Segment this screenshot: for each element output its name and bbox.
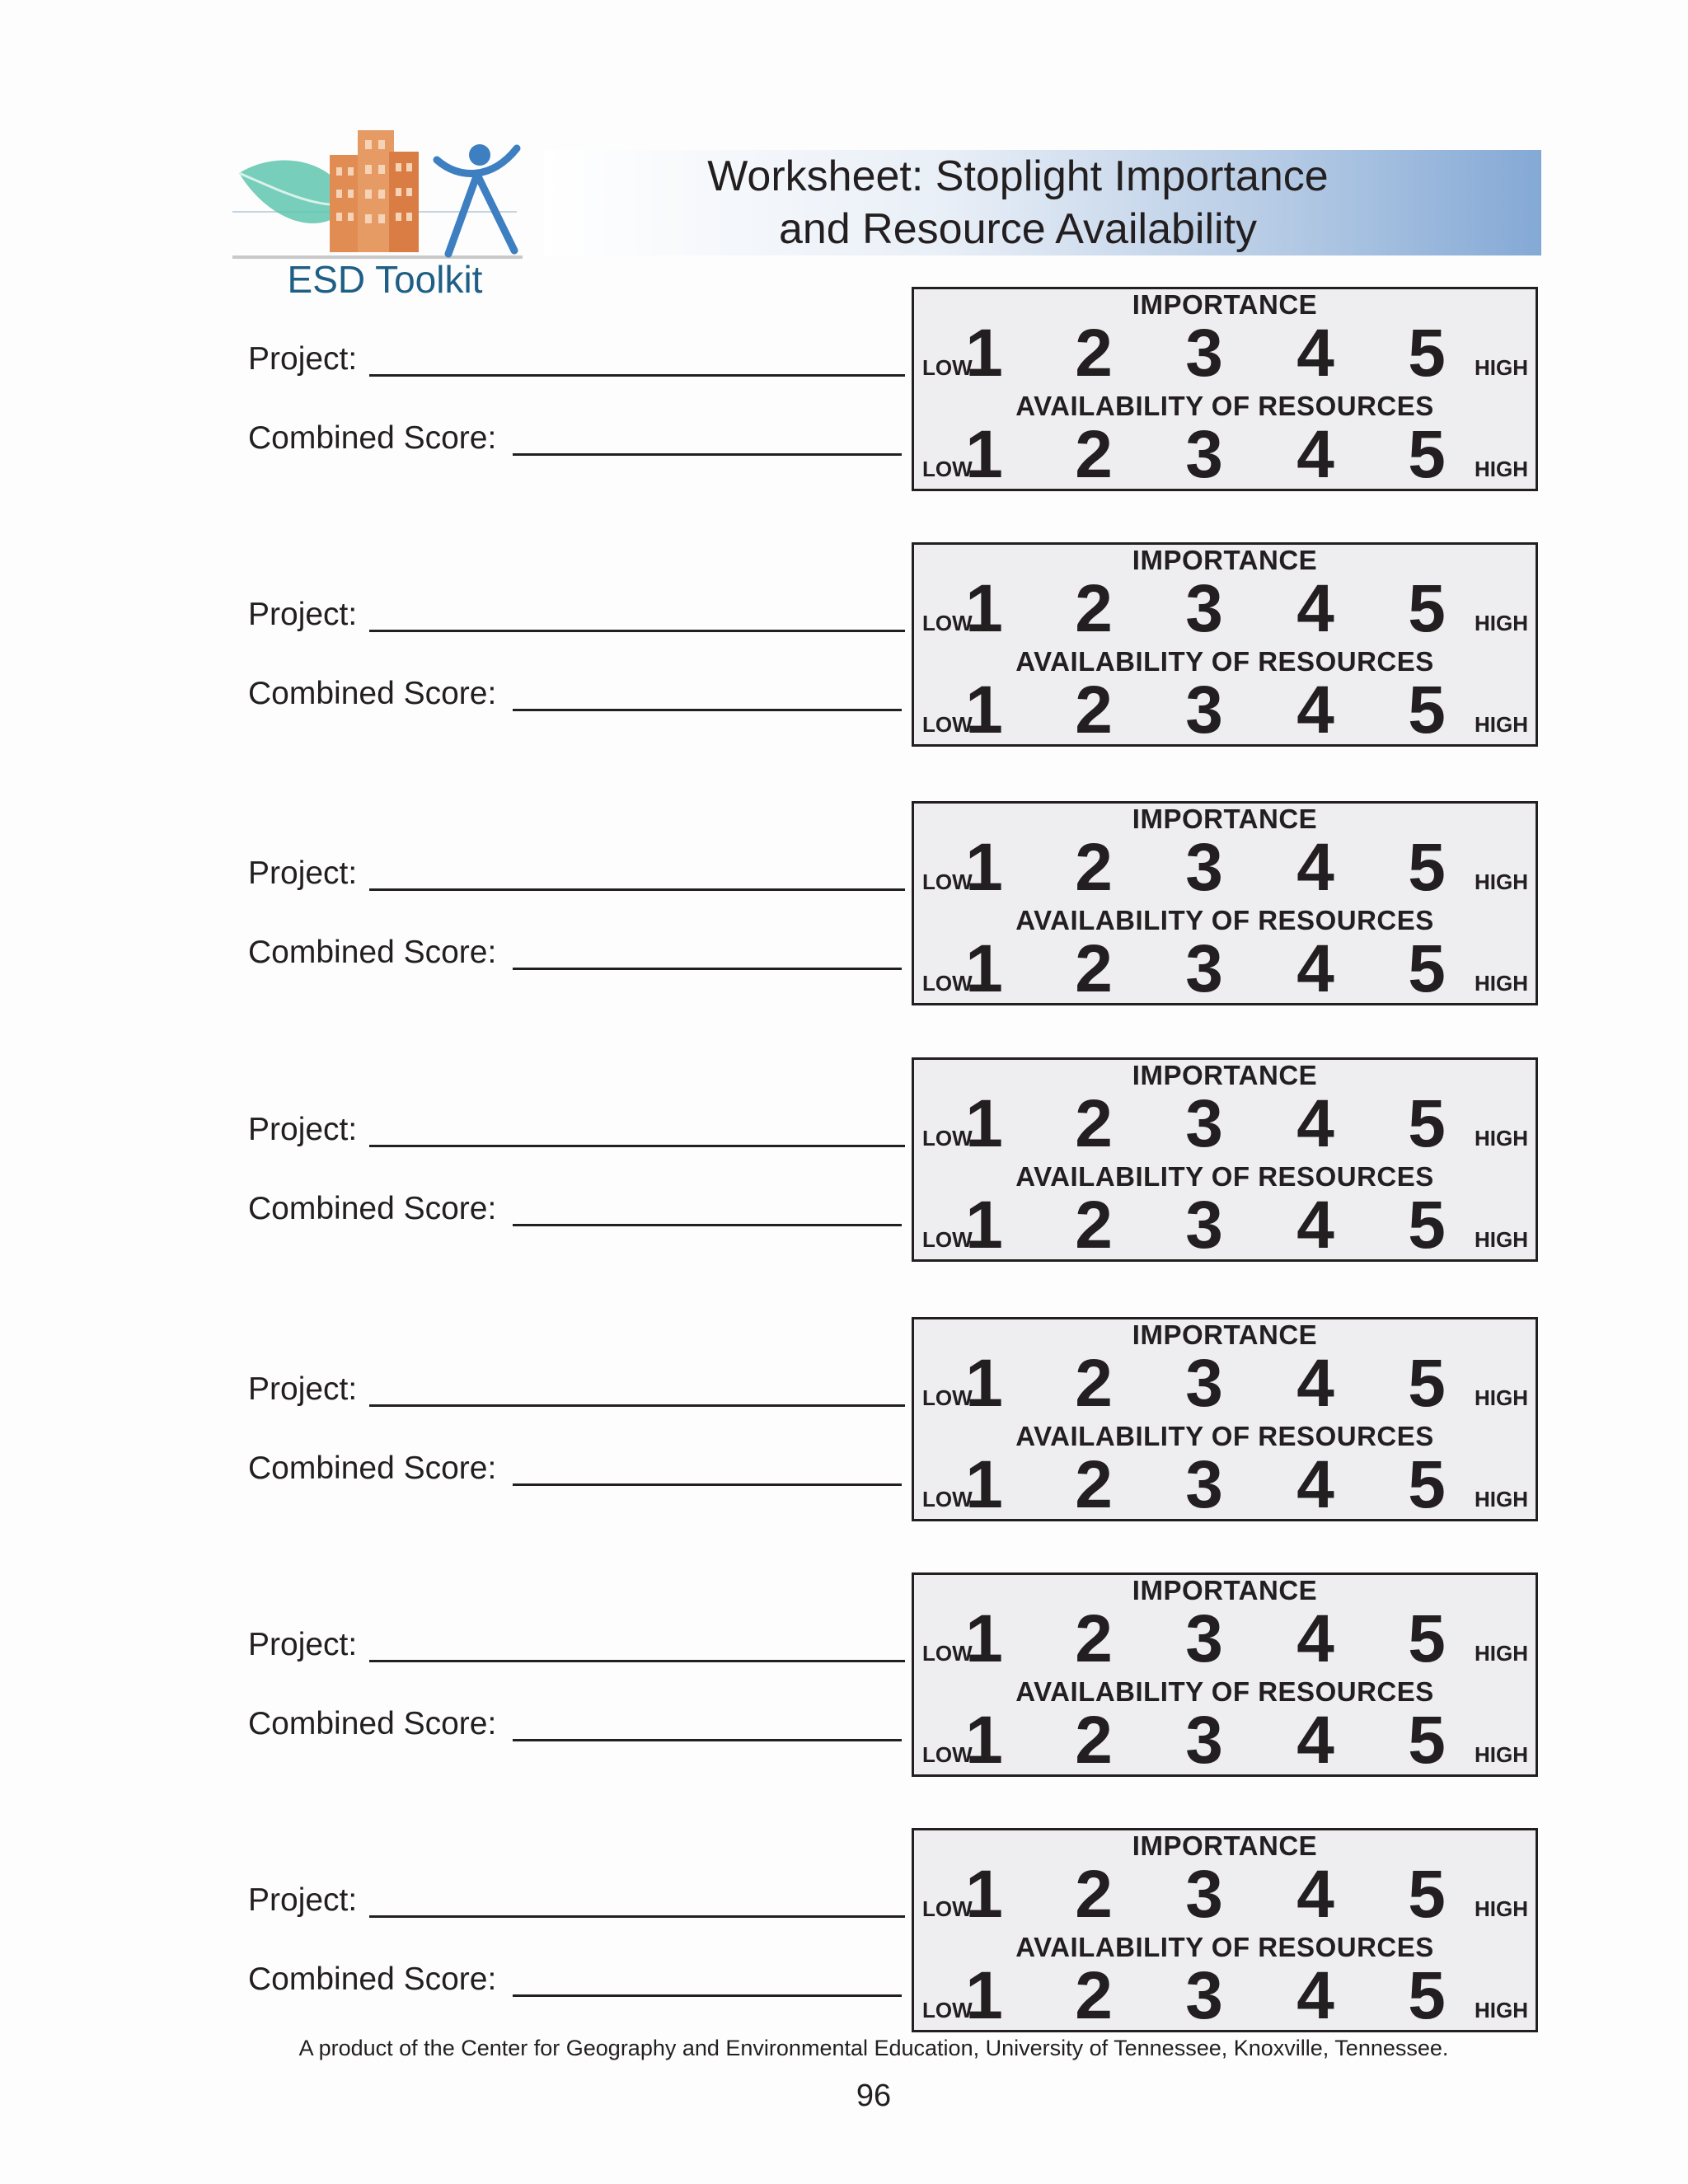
availability-rating-2[interactable]: 2 — [1075, 1447, 1113, 1522]
high-tag: HIGH — [1475, 1487, 1528, 1511]
worksheet-entry — [0, 801, 1688, 1009]
combined-score-label: Combined Score: — [248, 1191, 497, 1226]
high-tag: HIGH — [1475, 971, 1528, 996]
importance-rating-1[interactable]: 1 — [965, 316, 1003, 391]
worksheet-entry — [0, 1572, 1688, 1780]
availability-rating-1[interactable]: 1 — [965, 1958, 1003, 2033]
low-tag: LOW — [922, 1998, 973, 2022]
importance-rating-2[interactable]: 2 — [1075, 571, 1113, 646]
logo-graphic — [232, 130, 529, 262]
importance-rating-2[interactable]: 2 — [1075, 1857, 1113, 1932]
importance-rating-1[interactable]: 1 — [965, 830, 1003, 905]
rating-box — [912, 287, 1538, 491]
availability-rating-5[interactable]: 5 — [1408, 417, 1446, 492]
low-tag: LOW — [922, 1487, 973, 1511]
project-label: Project: — [248, 1371, 358, 1407]
high-tag: HIGH — [1475, 869, 1528, 894]
combined-score-label: Combined Score: — [248, 676, 497, 711]
project-label: Project: — [248, 1882, 358, 1918]
high-tag: HIGH — [1475, 1742, 1528, 1767]
importance-rating-4[interactable]: 4 — [1296, 1086, 1334, 1161]
high-tag: HIGH — [1475, 1998, 1528, 2022]
availability-rating-5[interactable]: 5 — [1408, 1703, 1446, 1778]
importance-rating-1[interactable]: 1 — [965, 1601, 1003, 1676]
availability-rating-3[interactable]: 3 — [1185, 1703, 1223, 1778]
importance-rating-5[interactable]: 5 — [1408, 1086, 1446, 1161]
high-tag: HIGH — [1475, 1385, 1528, 1410]
availability-rating-4[interactable]: 4 — [1296, 1703, 1334, 1778]
importance-heading: IMPORTANCE — [1132, 545, 1318, 575]
title-line-2: and Resource Availability — [778, 205, 1258, 253]
availability-rating-4[interactable]: 4 — [1296, 417, 1334, 492]
esd-toolkit-logo — [232, 130, 529, 262]
availability-rating-1[interactable]: 1 — [965, 1703, 1003, 1778]
importance-rating-3[interactable]: 3 — [1185, 571, 1223, 646]
project-field[interactable] — [369, 1404, 905, 1407]
low-tag: LOW — [922, 355, 973, 380]
combined-score-field[interactable] — [513, 968, 902, 970]
availability-heading: AVAILABILITY OF RESOURCES — [1015, 646, 1434, 677]
availability-rating-4[interactable]: 4 — [1296, 1958, 1334, 2033]
combined-score-label: Combined Score: — [248, 1706, 497, 1741]
importance-heading: IMPORTANCE — [1132, 289, 1318, 320]
availability-rating-5[interactable]: 5 — [1408, 673, 1446, 748]
availability-rating-5[interactable]: 5 — [1408, 1958, 1446, 2033]
importance-rating-1[interactable]: 1 — [965, 1346, 1003, 1421]
low-tag: LOW — [922, 869, 973, 894]
importance-rating-4[interactable]: 4 — [1296, 1857, 1334, 1932]
combined-score-label: Combined Score: — [248, 1961, 497, 1997]
rating-box — [912, 542, 1538, 747]
project-field[interactable] — [369, 630, 905, 632]
availability-rating-4[interactable]: 4 — [1296, 673, 1334, 748]
availability-rating-3[interactable]: 3 — [1185, 673, 1223, 748]
importance-rating-2[interactable]: 2 — [1075, 1346, 1113, 1421]
high-tag: HIGH — [1475, 1896, 1528, 1921]
availability-heading: AVAILABILITY OF RESOURCES — [1015, 391, 1434, 421]
low-tag: LOW — [922, 712, 973, 737]
availability-heading: AVAILABILITY OF RESOURCES — [1015, 1421, 1434, 1451]
combined-score-field[interactable] — [513, 709, 902, 711]
project-field[interactable] — [369, 888, 905, 891]
availability-heading: AVAILABILITY OF RESOURCES — [1015, 1932, 1434, 1962]
importance-heading: IMPORTANCE — [1132, 1060, 1318, 1090]
importance-rating-3[interactable]: 3 — [1185, 1346, 1223, 1421]
worksheet-title — [544, 148, 1492, 257]
availability-rating-2[interactable]: 2 — [1075, 673, 1113, 748]
high-tag: HIGH — [1475, 712, 1528, 737]
importance-rating-2[interactable]: 2 — [1075, 316, 1113, 391]
combined-score-field[interactable] — [513, 453, 902, 456]
availability-rating-5[interactable]: 5 — [1408, 1447, 1446, 1522]
availability-rating-3[interactable]: 3 — [1185, 931, 1223, 1006]
availability-rating-2[interactable]: 2 — [1075, 1958, 1113, 2033]
availability-rating-1[interactable]: 1 — [965, 931, 1003, 1006]
availability-rating-2[interactable]: 2 — [1075, 931, 1113, 1006]
availability-rating-1[interactable]: 1 — [965, 673, 1003, 748]
importance-rating-5[interactable]: 5 — [1408, 1857, 1446, 1932]
worksheet-entry — [0, 1057, 1688, 1265]
importance-rating-4[interactable]: 4 — [1296, 1346, 1334, 1421]
availability-rating-2[interactable]: 2 — [1075, 1188, 1113, 1263]
importance-rating-1[interactable]: 1 — [965, 1086, 1003, 1161]
low-tag: LOW — [922, 1896, 973, 1921]
importance-rating-3[interactable]: 3 — [1185, 1086, 1223, 1161]
rating-box — [912, 1828, 1538, 2032]
importance-heading: IMPORTANCE — [1132, 1575, 1318, 1605]
importance-heading: IMPORTANCE — [1132, 1319, 1318, 1350]
footer-credit: A product of the Center for Geography and Environmental Education, University of Tennessee, Knoxville, Tennessee. — [298, 2036, 1449, 2060]
high-tag: HIGH — [1475, 611, 1528, 635]
worksheet-entry — [0, 1828, 1688, 2036]
importance-rating-2[interactable]: 2 — [1075, 830, 1113, 905]
availability-rating-5[interactable]: 5 — [1408, 1188, 1446, 1263]
combined-score-label: Combined Score: — [248, 420, 497, 456]
combined-score-field[interactable] — [513, 1739, 902, 1741]
availability-heading: AVAILABILITY OF RESOURCES — [1015, 1161, 1434, 1192]
availability-rating-4[interactable]: 4 — [1296, 1188, 1334, 1263]
importance-rating-2[interactable]: 2 — [1075, 1601, 1113, 1676]
project-label: Project: — [248, 1627, 358, 1662]
availability-heading: AVAILABILITY OF RESOURCES — [1015, 1676, 1434, 1707]
low-tag: LOW — [922, 1385, 973, 1410]
title-line-1: Worksheet: Stoplight Importance — [707, 152, 1329, 200]
importance-rating-4[interactable]: 4 — [1296, 1601, 1334, 1676]
availability-rating-5[interactable]: 5 — [1408, 931, 1446, 1006]
importance-rating-3[interactable]: 3 — [1185, 1857, 1223, 1932]
importance-rating-5[interactable]: 5 — [1408, 1601, 1446, 1676]
low-tag: LOW — [922, 457, 973, 481]
project-field[interactable] — [369, 1145, 905, 1147]
importance-rating-4[interactable]: 4 — [1296, 316, 1334, 391]
logo-caption: ESD Toolkit — [287, 258, 483, 301]
importance-rating-5[interactable]: 5 — [1408, 1346, 1446, 1421]
importance-rating-4[interactable]: 4 — [1296, 830, 1334, 905]
importance-rating-5[interactable]: 5 — [1408, 571, 1446, 646]
project-label: Project: — [248, 597, 358, 632]
project-label: Project: — [248, 855, 358, 891]
availability-rating-3[interactable]: 3 — [1185, 1188, 1223, 1263]
availability-heading: AVAILABILITY OF RESOURCES — [1015, 905, 1434, 935]
high-tag: HIGH — [1475, 1126, 1528, 1151]
availability-rating-3[interactable]: 3 — [1185, 1447, 1223, 1522]
importance-rating-1[interactable]: 1 — [965, 571, 1003, 646]
availability-rating-4[interactable]: 4 — [1296, 1447, 1334, 1522]
importance-rating-3[interactable]: 3 — [1185, 316, 1223, 391]
low-tag: LOW — [922, 1641, 973, 1666]
importance-rating-3[interactable]: 3 — [1185, 1601, 1223, 1676]
high-tag: HIGH — [1475, 1641, 1528, 1666]
importance-heading: IMPORTANCE — [1132, 804, 1318, 834]
availability-rating-1[interactable]: 1 — [965, 1447, 1003, 1522]
combined-score-label: Combined Score: — [248, 935, 497, 970]
availability-rating-4[interactable]: 4 — [1296, 931, 1334, 1006]
worksheet-entry — [0, 287, 1688, 494]
project-label: Project: — [248, 341, 358, 377]
rating-box — [912, 1572, 1538, 1777]
worksheet-entry — [0, 542, 1688, 750]
availability-rating-1[interactable]: 1 — [965, 417, 1003, 492]
page-number: 96 — [856, 2079, 892, 2113]
combined-score-field[interactable] — [513, 1483, 902, 1486]
availability-rating-3[interactable]: 3 — [1185, 1958, 1223, 2033]
availability-rating-3[interactable]: 3 — [1185, 417, 1223, 492]
availability-rating-1[interactable]: 1 — [965, 1188, 1003, 1263]
importance-rating-5[interactable]: 5 — [1408, 830, 1446, 905]
importance-rating-3[interactable]: 3 — [1185, 830, 1223, 905]
low-tag: LOW — [922, 971, 973, 996]
low-tag: LOW — [922, 611, 973, 635]
rating-box — [912, 801, 1538, 1005]
rating-box — [912, 1317, 1538, 1521]
importance-heading: IMPORTANCE — [1132, 1830, 1318, 1861]
importance-rating-2[interactable]: 2 — [1075, 1086, 1113, 1161]
combined-score-field[interactable] — [513, 1994, 902, 1997]
importance-rating-4[interactable]: 4 — [1296, 571, 1334, 646]
low-tag: LOW — [922, 1227, 973, 1252]
project-field[interactable] — [369, 374, 905, 377]
project-field[interactable] — [369, 1915, 905, 1918]
combined-score-label: Combined Score: — [248, 1451, 497, 1486]
combined-score-field[interactable] — [513, 1224, 902, 1226]
high-tag: HIGH — [1475, 355, 1528, 380]
rating-box — [912, 1057, 1538, 1262]
low-tag: LOW — [922, 1126, 973, 1151]
importance-rating-5[interactable]: 5 — [1408, 316, 1446, 391]
availability-rating-2[interactable]: 2 — [1075, 1703, 1113, 1778]
project-field[interactable] — [369, 1660, 905, 1662]
high-tag: HIGH — [1475, 1227, 1528, 1252]
importance-rating-1[interactable]: 1 — [965, 1857, 1003, 1932]
project-label: Project: — [248, 1112, 358, 1147]
high-tag: HIGH — [1475, 457, 1528, 481]
worksheet-entry — [0, 1317, 1688, 1525]
low-tag: LOW — [922, 1742, 973, 1767]
availability-rating-2[interactable]: 2 — [1075, 417, 1113, 492]
